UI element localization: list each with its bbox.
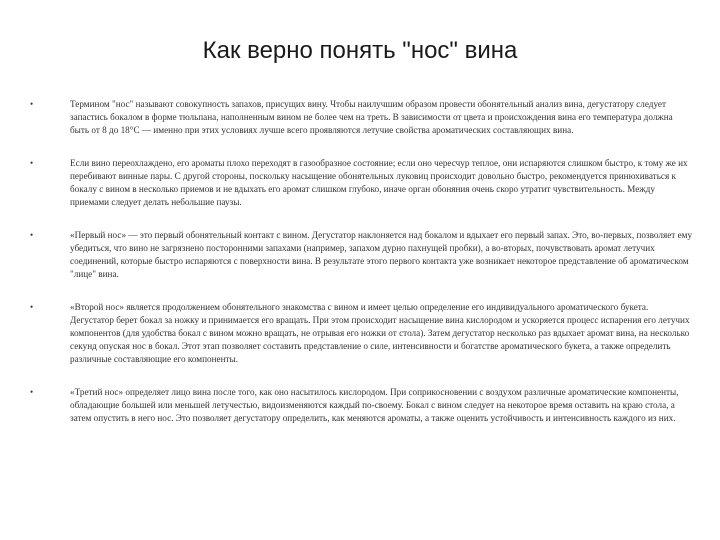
bullet-dot-icon: • <box>30 230 34 240</box>
slide-title: Как верно понять "нос" вина <box>202 37 518 64</box>
bullet-dot-icon: • <box>30 387 34 397</box>
bullet-item-5 <box>30 386 694 425</box>
bullet-item-1 <box>30 98 694 137</box>
bullet-item-3 <box>30 229 694 281</box>
bullet-list <box>30 98 694 445</box>
bullet-item-4 <box>30 301 694 366</box>
bullet-text: «Второй нос» является продолжением обонятельного знакомства с вином и имеет целью определение его индивидуального ароматического букета. Дегустатор берет бокал за ножку и принимается его вращать. При этом происходит насыщение вина кислородом и ускоряется процесс испарения его летучих компонентов (для удобства бокал с вином можно вращать, не отрывая его ножки от стола). Затем дегустатор несколько раз вдыхает аромат вина, на несколько секунд опуская нос в бокал. Этот этап позволяет составить представление о силе, интенсивности и богатстве ароматического букета, а также определить различные составляющие его компоненты. <box>70 302 690 364</box>
bullet-item-2 <box>30 157 694 209</box>
bullet-text: Термином "нос" называют совокупность запахов, присущих вину. Чтобы наилучшим образом провести обонятельный анализ вина, дегустатору следует запастись бокалом в форме тюльпана, наполненным вином не более чем на треть. В зависимости от цвета и происхождения вина его температура должна быть от 8 до 18°С — именно при этих условиях лучше всего проявляются летучие свойства ароматических составляющих вина. <box>70 99 673 135</box>
bullet-text: «Первый нос» — это первый обонятельный контакт с вином. Дегустатор наклоняется над бокалом и вдыхает его первый запах. Это, во-первых, позволяет ему убедиться, что вино не загрязнено посторонними запахами (например, запахом дурно пахнущей пробки), а во-вторых, почувствовать аромат летучих соединений, которые быстро испаряются с поверхности вина. В результате этого первого контакта уже возникает некоторое представление об ароматическом "лице" вина. <box>70 230 693 279</box>
bullet-text: «Третий нос» определяет лицо вина после того, как оно насытилось кислородом. При соприкосновении с воздухом различные ароматические компоненты, обладающие большей или меньшей летучестью, видоизменяются каждый по-своему. Бокал с вином следует на некоторое время оставить на краю стола, а затем опустить в него нос. Это позволяет дегустатору определить, как меняются ароматы, а также оценить устойчивость и интенсивность каждого из них. <box>70 387 679 423</box>
bullet-dot-icon: • <box>30 302 34 312</box>
bullet-dot-icon: • <box>30 99 34 109</box>
bullet-text: Если вино переохлаждено, его ароматы плохо переходят в газообразное состояние; если оно чересчур теплое, они испаряются слишком быстро, к тому же их перебивают винные пары. С другой стороны, поскольку насыщение обонятельных луковиц происходит довольно быстро, рекомендуется принюхиваться к бокалу с вином в несколько приемов и не вдыхать его аромат слишком глубоко, иначе орган обоняния очень скоро утратит чувствительность. Между приемами следует делать небольшие паузы. <box>70 158 688 207</box>
bullet-dot-icon: • <box>30 158 34 168</box>
